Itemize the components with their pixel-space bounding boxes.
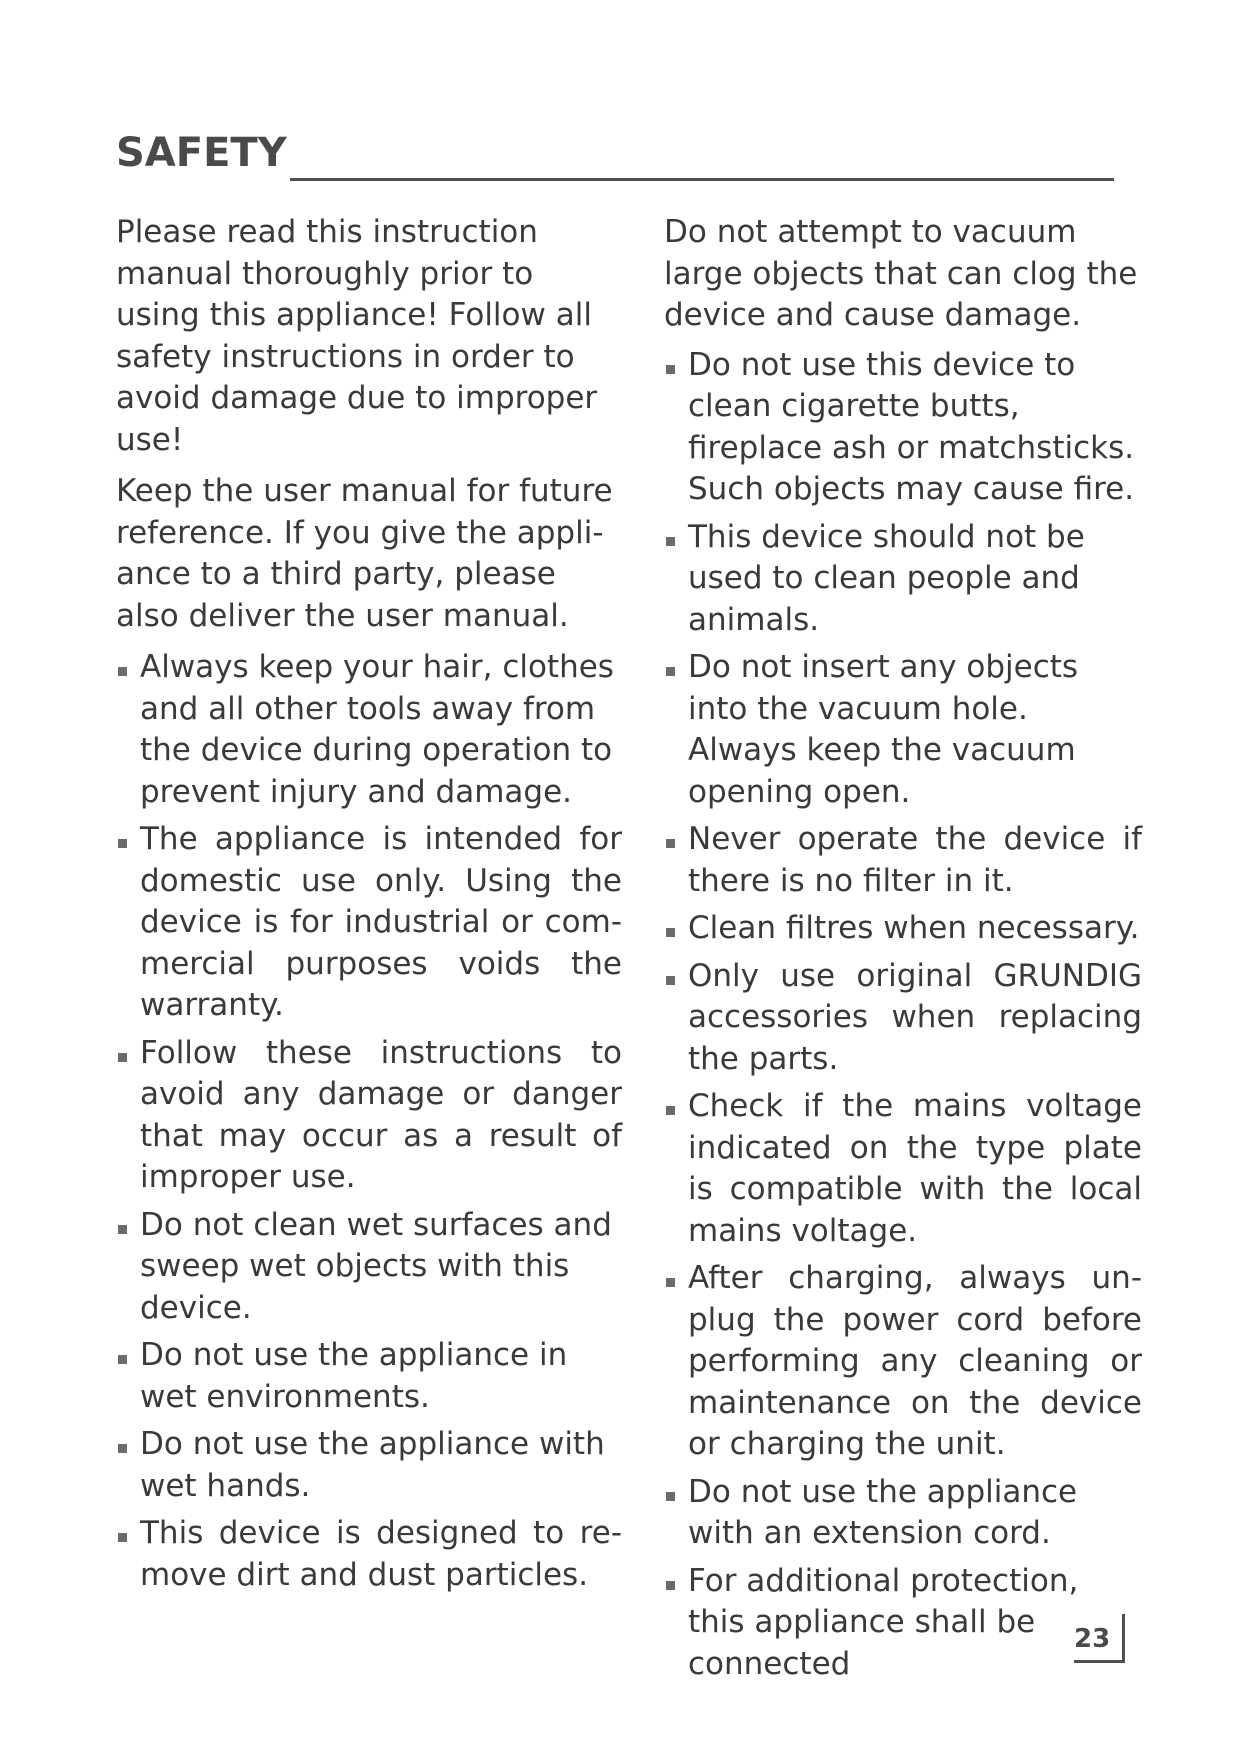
continued-bullet-text: Do not attempt to vacuum large objects that can clog the device and cause damage.: [664, 214, 1138, 333]
page-number: 23: [1074, 1624, 1111, 1654]
left-column: [116, 212, 622, 1602]
right-column: [664, 212, 1142, 1691]
bullet-square-icon: [666, 1278, 675, 1287]
safety-bullet: Never operate the device if there is no filter in it.: [664, 819, 1142, 902]
safety-bullet: Only use original GRUNDIG accessories when replacing the parts.: [664, 956, 1142, 1081]
intro-paragraph: Please read this instruction manual thoroughly prior to using this appliance! Follow all safety instructions in order to avoid damage due to improper use!: [116, 214, 598, 458]
safety-bullet: For additional protection, this appliance shall be connected: [664, 1561, 1142, 1686]
safety-bullet: Do not use this device to clean cigarette butts, fireplace ash or matchsticks. Such objects may cause fire.: [664, 345, 1142, 511]
page-number-corner-line: [1074, 1660, 1125, 1663]
bullet-square-icon: [666, 928, 675, 937]
bullet-square-icon: [118, 1355, 127, 1364]
bullet-square-icon: [666, 365, 675, 374]
safety-bullet: Always keep your hair, clothes and all other tools away from the device during operation to prevent injury and damage.: [116, 647, 622, 813]
bullet-square-icon: [666, 1106, 675, 1115]
safety-bullet: The appliance is intended for domestic use only. Using the device is for industrial or commercial purposes voids the warranty.: [116, 819, 622, 1027]
safety-bullet: This device is designed to remove dirt and dust particles.: [116, 1513, 622, 1596]
safety-bullet: Do not use the appliance with wet hands.: [116, 1424, 622, 1507]
bullet-square-icon: [118, 1533, 127, 1542]
bullet-square-icon: [118, 839, 127, 848]
bullet-square-icon: [666, 839, 675, 848]
safety-bullet: Do not use the appliance with an extension cord.: [664, 1472, 1142, 1555]
bullet-square-icon: [666, 976, 675, 985]
safety-bullet: Follow these instructions to avoid any damage or danger that may occur as a result of improper use.: [116, 1033, 622, 1199]
page-title: SAFETY: [116, 130, 287, 176]
safety-bullet: Check if the mains voltage indicated on the type plate is compatible with the local mains voltage.: [664, 1086, 1142, 1252]
bullet-square-icon: [666, 537, 675, 546]
safety-bullet: Do not clean wet surfaces and sweep wet objects with this device.: [116, 1205, 622, 1330]
bullet-square-icon: [118, 667, 127, 676]
bullet-square-icon: [666, 667, 675, 676]
safety-bullet: Clean filtres when necessary.: [664, 908, 1142, 950]
intro-paragraph: Keep the user manual for future reference. If you give the appliance to a third party, please also deliver the user manual.: [116, 473, 613, 634]
bullet-square-icon: [666, 1581, 675, 1590]
bullet-square-icon: [118, 1225, 127, 1234]
bullet-square-icon: [666, 1492, 675, 1501]
bullet-square-icon: [118, 1053, 127, 1062]
safety-bullet: Do not use the appliance in wet environments.: [116, 1335, 622, 1418]
page-number-corner-line: [1122, 1614, 1125, 1662]
section-header: [116, 126, 1114, 186]
bullet-square-icon: [118, 1444, 127, 1453]
safety-bullet: This device should not be used to clean people and animals.: [664, 517, 1142, 642]
safety-bullet: Do not insert any objects into the vacuum hole. Always keep the vacuum opening open.: [664, 647, 1142, 813]
safety-bullet: After charging, always unplug the power cord before performing any cleaning or maintenance on the device or charging the unit.: [664, 1258, 1142, 1466]
header-rule: [290, 178, 1114, 181]
